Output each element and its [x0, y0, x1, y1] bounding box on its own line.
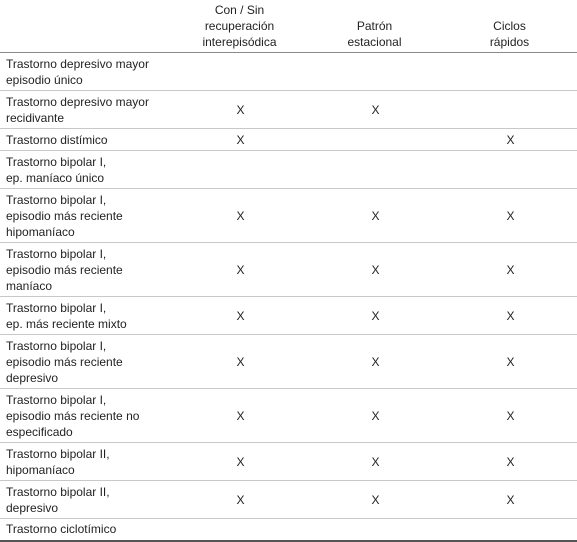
header-cell-seasonal: Patrón estacional — [307, 0, 442, 53]
row-mark-c3: X — [442, 129, 577, 151]
row-mark-c1 — [172, 53, 307, 91]
table-row — [0, 243, 577, 297]
row-mark-c2: X — [307, 189, 442, 243]
table-row — [0, 519, 577, 541]
row-label: Trastorno bipolar I, episodio más reciente maníaco — [0, 243, 172, 297]
table-row — [0, 297, 577, 335]
table-row — [0, 151, 577, 189]
row-mark-c1: X — [172, 481, 307, 519]
row-label: Trastorno bipolar I, ep. más reciente mixto — [0, 297, 172, 335]
row-mark-c3: X — [442, 389, 577, 443]
row-label: Trastorno bipolar I, episodio más reciente no especificado — [0, 389, 172, 443]
row-mark-c3: X — [442, 297, 577, 335]
row-mark-c3: X — [442, 243, 577, 297]
table-row — [0, 481, 577, 519]
row-mark-c3: X — [442, 481, 577, 519]
table-row — [0, 53, 577, 91]
table-row — [0, 91, 577, 129]
row-label: Trastorno depresivo mayor episodio único — [0, 53, 172, 91]
row-mark-c3 — [442, 53, 577, 91]
row-mark-c1: X — [172, 129, 307, 151]
row-label: Trastorno bipolar I, ep. maníaco único — [0, 151, 172, 189]
row-mark-c1: X — [172, 297, 307, 335]
table-row — [0, 129, 577, 151]
row-mark-c1: X — [172, 189, 307, 243]
row-mark-c2 — [307, 53, 442, 91]
row-mark-c3 — [442, 519, 577, 541]
row-mark-c3 — [442, 91, 577, 129]
header-cell-rapid-cycling: Ciclos rápidos — [442, 0, 577, 53]
row-mark-c1 — [172, 519, 307, 541]
row-mark-c2 — [307, 129, 442, 151]
table-header-row — [0, 0, 577, 53]
row-label: Trastorno bipolar I, episodio más reciente depresivo — [0, 335, 172, 389]
row-mark-c1: X — [172, 91, 307, 129]
row-mark-c3 — [442, 151, 577, 189]
row-label: Trastorno bipolar I, episodio más reciente hipomaníaco — [0, 189, 172, 243]
row-mark-c3: X — [442, 335, 577, 389]
row-mark-c2 — [307, 151, 442, 189]
row-mark-c2: X — [307, 389, 442, 443]
table-row — [0, 189, 577, 243]
row-mark-c2: X — [307, 297, 442, 335]
row-mark-c2: X — [307, 243, 442, 297]
table-row — [0, 443, 577, 481]
row-label: Trastorno ciclotímico — [0, 519, 172, 541]
row-mark-c2: X — [307, 91, 442, 129]
row-mark-c2 — [307, 519, 442, 541]
row-mark-c1: X — [172, 243, 307, 297]
row-mark-c1: X — [172, 443, 307, 481]
table-row — [0, 389, 577, 443]
row-mark-c3: X — [442, 189, 577, 243]
row-mark-c1: X — [172, 389, 307, 443]
row-mark-c1: X — [172, 335, 307, 389]
row-mark-c2: X — [307, 481, 442, 519]
row-mark-c1 — [172, 151, 307, 189]
table-row — [0, 335, 577, 389]
header-cell-empty — [0, 0, 172, 53]
row-mark-c2: X — [307, 335, 442, 389]
table-body — [0, 53, 577, 541]
row-mark-c3: X — [442, 443, 577, 481]
header-cell-recovery: Con / Sin recuperación interepisódica — [172, 0, 307, 53]
row-mark-c2: X — [307, 443, 442, 481]
row-label: Trastorno bipolar II, hipomaníaco — [0, 443, 172, 481]
row-label: Trastorno bipolar II, depresivo — [0, 481, 172, 519]
row-label: Trastorno distímico — [0, 129, 172, 151]
row-label: Trastorno depresivo mayor recidivante — [0, 91, 172, 129]
